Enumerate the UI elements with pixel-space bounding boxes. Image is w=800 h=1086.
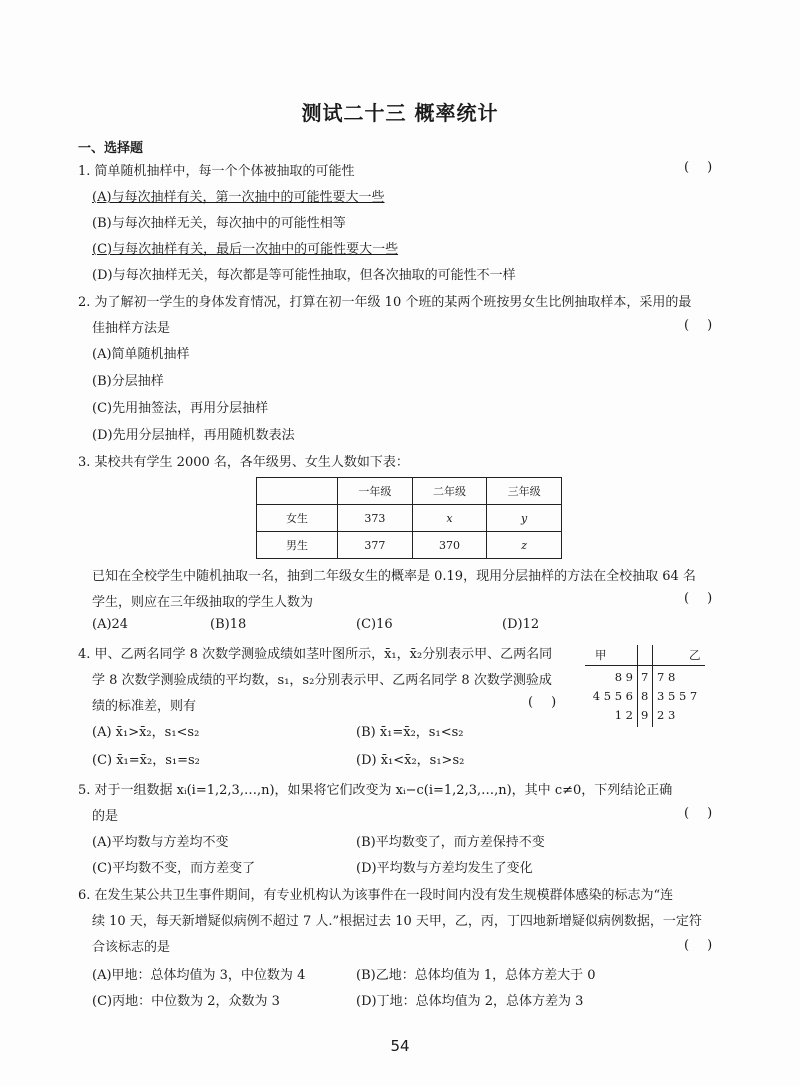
table-header-cell: 二年级 <box>412 478 487 505</box>
q5-option-b: (B)平均数变了，而方差保持不变 <box>356 835 545 850</box>
page-title: 测试二十三 概率统计 <box>301 101 499 125</box>
question-2-stem: 2. 为了解初一学生的身体发育情况，打算在初一年级 10 个班的某两个班按男女生比例抽取样本，采用的最 <box>78 295 692 310</box>
question-4-stem-cont: 绩的标准差，则有 <box>92 699 197 714</box>
table-cell <box>257 478 338 505</box>
stem-leaf-right: 2 3 <box>657 708 676 722</box>
q5-option-a: (A)平均数与方差均不变 <box>92 835 229 850</box>
q6-option-c: (C)丙地：中位数为 2，众数为 3 <box>92 994 280 1009</box>
answer-paren: () <box>528 695 575 710</box>
q3-option-a: (A)24 <box>92 617 129 632</box>
q2-option-d: (D)先用分层抽样，再用随机数表法 <box>92 428 295 443</box>
question-4-stem: 4. 甲、乙两名同学 8 次数学测验成绩如茎叶图所示，x̄₁，x̄₂分别表示甲、乙两名同 <box>78 647 553 662</box>
question-6-stem: 6. 在发生某公共卫生事件期间，有专业机构认为该事件在一段时间内没有发生规模群体感染的标志为“连 <box>78 888 674 903</box>
stem-leaf-stem: 9 <box>641 708 649 722</box>
q2-option-b: (B)分层抽样 <box>92 374 164 389</box>
table-row <box>257 532 562 559</box>
stem-leaf-divider <box>585 665 705 666</box>
stem-leaf-header-yi: 乙 <box>689 648 701 662</box>
q1-option-c: (C)与每次抽样有关，最后一次抽中的可能性要大一些 <box>92 242 399 257</box>
question-6-stem-cont: 合该标志的是 <box>92 940 171 955</box>
q3-option-c: (C)16 <box>356 617 393 632</box>
table-cell: z <box>487 532 562 559</box>
table-row <box>257 505 562 532</box>
question-3-stem: 3. 某校共有学生 2000 名，各年级男、女生人数如下表： <box>78 455 409 470</box>
q2-option-a: (A)简单随机抽样 <box>92 347 190 362</box>
stem-leaf-right: 3 5 5 7 <box>657 689 698 703</box>
answer-paren: () <box>684 591 731 606</box>
stem-leaf-divider <box>652 645 653 727</box>
q1-option-a: (A)与每次抽样有关，第一次抽中的可能性要大一些 <box>92 190 385 205</box>
question-4-stem-cont: 学 8 次数学测验成绩的平均数，s₁，s₂分别表示甲、乙两名同学 8 次数学测验成 <box>92 673 552 688</box>
question-3-text: 已知在全校学生中随机抽取一名，抽到二年级女生的概率是 0.19，现用分层抽样的方法在全校抽取 64 名 <box>92 569 696 584</box>
q6-option-d: (D)丁地：总体均值为 2，总体方差为 3 <box>356 994 584 1009</box>
table-cell: 373 <box>338 505 413 532</box>
q6-option-b: (B)乙地：总体均值为 1，总体方差大于 0 <box>356 968 596 983</box>
grade-distribution-table <box>256 477 562 559</box>
table-cell: 377 <box>338 532 413 559</box>
q1-option-b: (B)与每次抽样无关，每次抽中的可能性相等 <box>92 216 346 231</box>
stem-leaf-left: 8 9 <box>614 670 633 684</box>
answer-paren: () <box>684 806 731 821</box>
table-header-cell: 一年级 <box>338 478 413 505</box>
q3-option-b: (B)18 <box>210 617 247 632</box>
stem-leaf-plot <box>585 641 705 729</box>
table-header-cell: 三年级 <box>487 478 562 505</box>
answer-paren: () <box>684 160 731 175</box>
stem-leaf-stem: 8 <box>641 689 649 703</box>
stem-leaf-right: 7 8 <box>657 670 676 684</box>
question-6-stem-cont: 续 10 天，每天新增疑似病例不超过 7 人.”根据过去 10 天甲，乙，丙，丁四地新增疑似病例数据，一定符 <box>92 914 702 929</box>
q3-option-d: (D)12 <box>502 617 540 632</box>
question-5-stem: 5. 对于一组数据 xᵢ(i=1,2,3,…,n)，如果将它们改变为 xᵢ−c(i=1,2,3,…,n)，其中 c≠0，下列结论正确 <box>78 783 673 798</box>
table-cell: x <box>412 505 487 532</box>
q1-option-d: (D)与每次抽样无关，每次都是等可能性抽取，但各次抽取的可能性不一样 <box>92 268 516 283</box>
stem-leaf-left: 4 5 5 6 <box>592 689 633 703</box>
question-1-stem: 1. 简单随机抽样中，每一个个体被抽取的可能性 <box>78 164 355 179</box>
stem-leaf-divider <box>637 645 638 727</box>
answer-paren: () <box>684 938 731 953</box>
q6-option-a: (A)甲地：总体均值为 3，中位数为 4 <box>92 968 306 983</box>
q5-option-c: (C)平均数不变，而方差变了 <box>92 861 256 876</box>
q4-option-c: (C) x̄₁=x̄₂，s₁=s₂ <box>92 753 200 768</box>
q4-option-b: (B) x̄₁=x̄₂，s₁<s₂ <box>356 725 464 740</box>
q4-option-a: (A) x̄₁>x̄₂，s₁<s₂ <box>92 725 200 740</box>
question-3-text-cont: 学生，则应在三年级抽取的学生人数为 <box>92 595 314 610</box>
q2-option-c: (C)先用抽签法，再用分层抽样 <box>92 401 269 416</box>
table-cell: 男生 <box>257 532 338 559</box>
stem-leaf-stem: 7 <box>641 670 649 684</box>
q5-option-d: (D)平均数与方差均发生了变化 <box>356 861 533 876</box>
section-heading: 一、选择题 <box>78 141 144 156</box>
table-header-row <box>257 478 562 505</box>
stem-leaf-left: 1 2 <box>614 708 633 722</box>
question-5-stem-cont: 的是 <box>92 809 119 824</box>
table-cell: 女生 <box>257 505 338 532</box>
table-cell: 370 <box>412 532 487 559</box>
stem-leaf-header-jia: 甲 <box>595 648 607 662</box>
table-cell: y <box>487 505 562 532</box>
q4-option-d: (D) x̄₁<x̄₂，s₁>s₂ <box>356 753 465 768</box>
answer-paren: () <box>684 318 731 333</box>
page-number: 54 <box>390 1037 410 1055</box>
question-2-stem-cont: 佳抽样方法是 <box>92 321 171 336</box>
